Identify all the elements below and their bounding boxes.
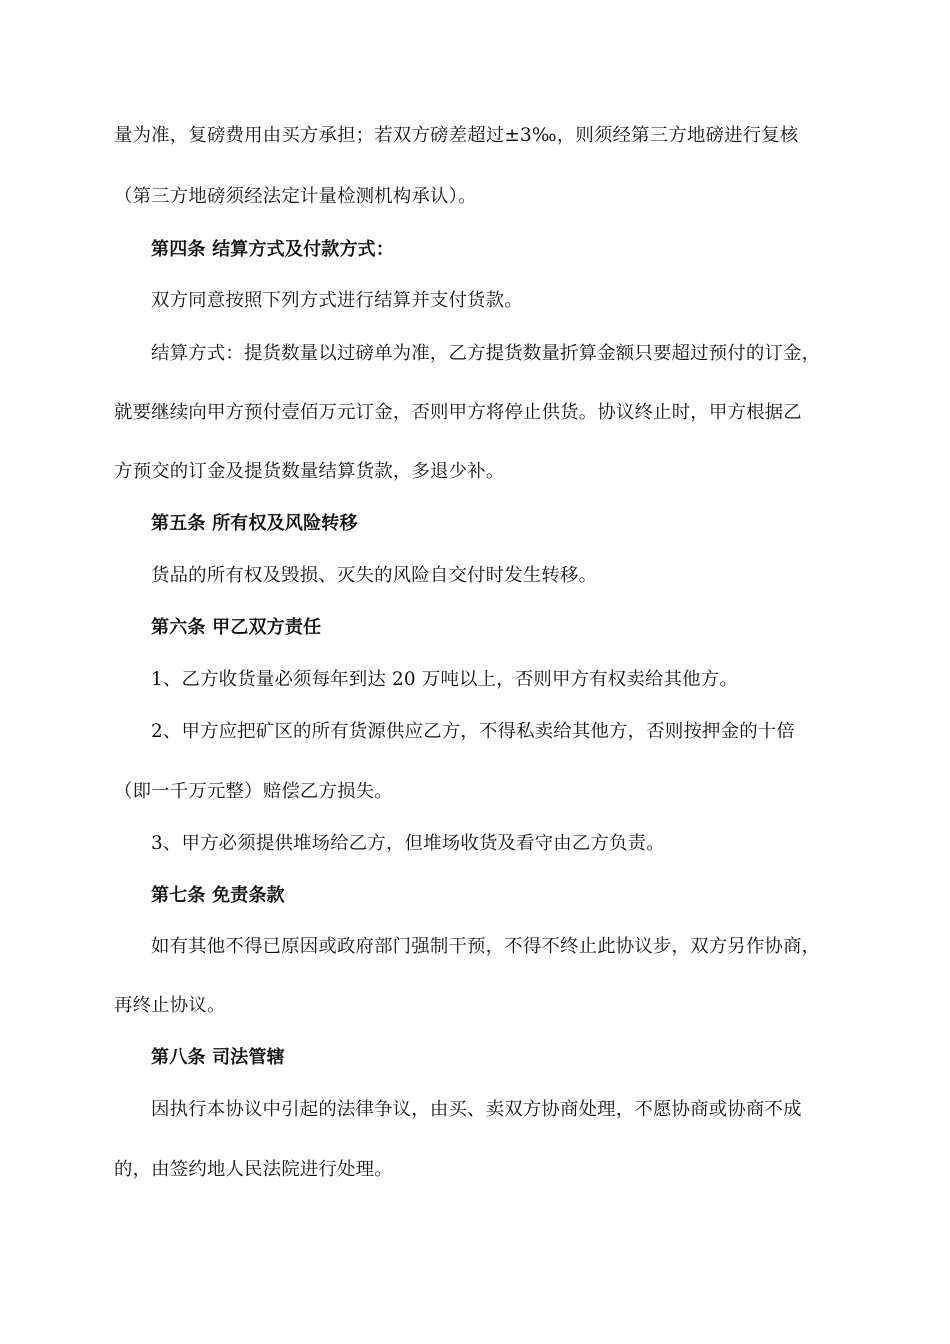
paragraph-line: 方预交的订金及提货数量结算货款，多退少补。	[114, 461, 505, 482]
paragraph-line: 再终止协议。	[114, 995, 226, 1016]
section-heading-8: 第八条 司法管辖	[151, 1047, 285, 1068]
paragraph-line: 就要继续向甲方预付壹佰万元订金，否则甲方将停止供货。协议终止时，甲方根据乙	[114, 402, 802, 423]
section-heading-4: 第四条 结算方式及付款方式：	[151, 239, 395, 260]
paragraph-line: 因执行本协议中引起的法律争议，由买、卖双方协商处理，不愿协商或协商不成	[151, 1099, 802, 1120]
paragraph-line: （即一千万元整）赔偿乙方损失。	[114, 781, 393, 802]
paragraph-line: 量为准，复磅费用由买方承担；若双方磅差超过±3‰，则须经第三方地磅进行复核	[114, 125, 799, 146]
paragraph-line: 结算方式：提货数量以过磅单为准，乙方提货数量折算金额只要超过预付的订金，	[151, 343, 821, 364]
paragraph-line: 的，由签约地人民法院进行处理。	[114, 1159, 393, 1180]
section-heading-5: 第五条 所有权及风险转移	[151, 513, 358, 534]
paragraph-line: （第三方地磅须经法定计量检测机构承认）。	[114, 186, 477, 207]
paragraph-line: 1、乙方收货量必须每年到达 20 万吨以上，否则甲方有权卖给其他方。	[151, 669, 738, 690]
section-heading-7: 第七条 免责条款	[151, 885, 285, 906]
paragraph-line: 如有其他不得已原因或政府部门强制干预，不得不终止此协议步，双方另作协商，	[151, 936, 821, 957]
paragraph-line: 双方同意按照下列方式进行结算并支付货款。	[151, 290, 523, 311]
paragraph-line: 货品的所有权及毁损、灭失的风险自交付时发生转移。	[151, 565, 598, 586]
paragraph-line: 2、甲方应把矿区的所有货源供应乙方，不得私卖给其他方，否则按押金的十倍	[151, 721, 795, 742]
paragraph-line: 3、甲方必须提供堆场给乙方，但堆场收货及看守由乙方负责。	[151, 833, 665, 854]
section-heading-6: 第六条 甲乙双方责任	[151, 617, 322, 638]
